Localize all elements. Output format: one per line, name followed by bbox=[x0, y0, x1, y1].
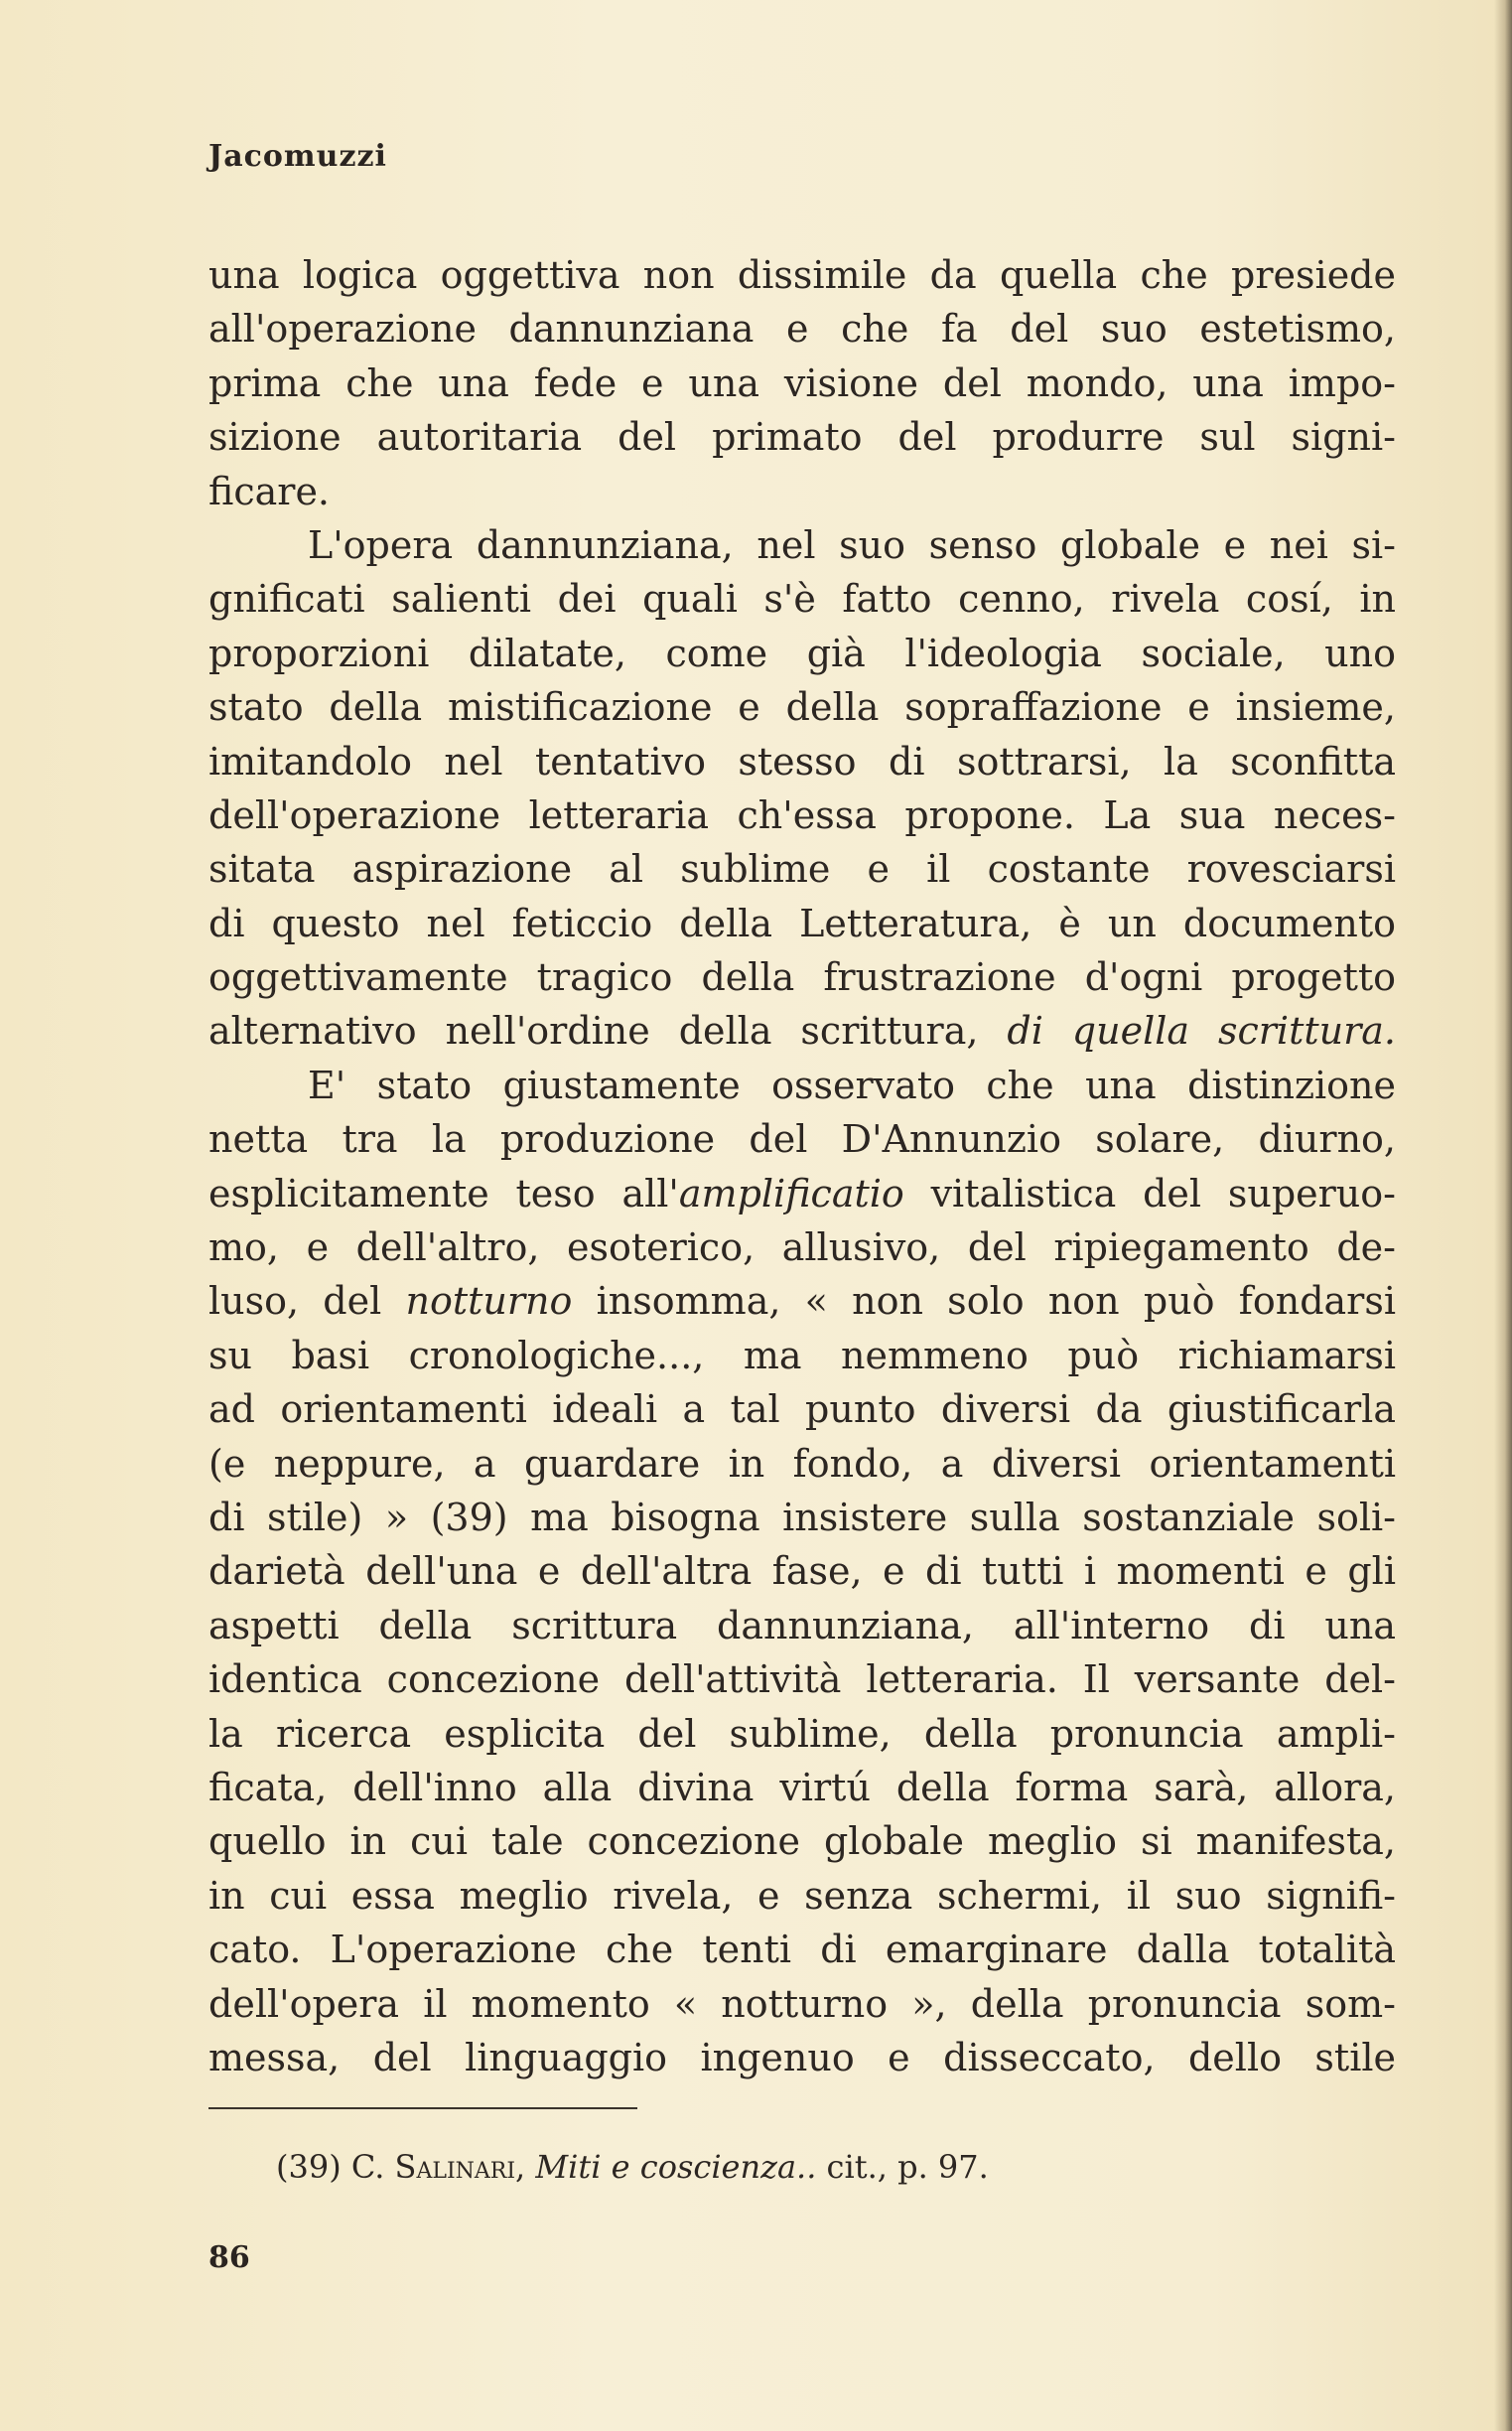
text-line: ficare. bbox=[208, 469, 331, 513]
text-line: su basi cronologiche..., ma nemmeno può richiamarsi bbox=[208, 1333, 1396, 1377]
footnote-author-surname: Salinari, bbox=[394, 2148, 526, 2186]
text-line: gnificati salienti dei quali s'è fatto cenno, rivela cosí, in bbox=[208, 577, 1396, 622]
text-line: netta tra la produzione del D'Annunzio solare, diurno, bbox=[208, 1117, 1396, 1162]
text-line: sitata aspirazione al sublime e il costante rovesciarsi bbox=[208, 847, 1396, 892]
text-line bbox=[208, 1004, 1396, 1058]
italic-phrase: amplificatio bbox=[678, 1171, 904, 1216]
running-head: Jacomuzzi bbox=[208, 139, 387, 174]
text-line: darietà dell'una e dell'altra fase, e di tutti i momenti e gli bbox=[208, 1549, 1396, 1594]
text-line: cato. L'operazione che tenti di emarginare dalla totalità bbox=[208, 1928, 1396, 1972]
footnote-title: Miti e coscienza.. bbox=[535, 2148, 817, 2186]
text-line: dell'opera il momento « notturno », della pronuncia som- bbox=[208, 1981, 1396, 2026]
text-line: sizione autoritaria del primato del produrre sul signi- bbox=[208, 415, 1396, 460]
footnote-citation: cit., p. 97. bbox=[826, 2148, 989, 2186]
text-line: la ricerca esplicita del sublime, della pronuncia ampli- bbox=[208, 1711, 1396, 1756]
text-line: oggettivamente tragico della frustrazione d'ogni progetto bbox=[208, 955, 1396, 1000]
footnote-author-initial: C. bbox=[350, 2148, 385, 2186]
text-line: E' stato giustamente osservato che una distinzione bbox=[308, 1063, 1396, 1107]
text-segment: esplicitamente teso all' bbox=[208, 1171, 679, 1216]
text-line: ficata, dell'inno alla divina virtú della forma sarà, allora, bbox=[208, 1765, 1396, 1809]
text-line: L'opera dannunziana, nel suo senso globale e nei si- bbox=[308, 522, 1396, 567]
text-line: una logica oggettiva non dissimile da quella che presiede bbox=[208, 253, 1396, 297]
italic-phrase: notturno bbox=[405, 1279, 573, 1324]
text-line: aspetti della scrittura dannunziana, all'interno di una bbox=[208, 1603, 1396, 1647]
footnote-number: (39) bbox=[276, 2148, 342, 2186]
text-line: imitandolo nel tentativo stesso di sottrarsi, la sconfitta bbox=[208, 739, 1396, 784]
text-segment: vitalistica del superuo- bbox=[903, 1171, 1396, 1216]
text-line: mo, e dell'altro, esoterico, allusivo, del ripiegamento de- bbox=[208, 1225, 1396, 1270]
text-line: prima che una fede e una visione del mondo, una impo- bbox=[208, 360, 1396, 405]
text-line: (e neppure, a guardare in fondo, a diversi orientamenti bbox=[208, 1441, 1396, 1486]
body-text bbox=[208, 248, 1396, 2084]
footnote-rule bbox=[208, 2107, 637, 2109]
text-segment: alternativo nell'ordine della scrittura, bbox=[208, 1009, 979, 1054]
text-line: in cui essa meglio rivela, e senza schermi, il suo signifi- bbox=[208, 1873, 1396, 1918]
text-line: messa, del linguaggio ingenuo e disseccato, dello stile bbox=[208, 2035, 1396, 2079]
text-line bbox=[208, 1167, 1396, 1220]
text-segment: luso, del bbox=[208, 1279, 382, 1324]
text-line: di questo nel feticcio della Letteratura, è un documento bbox=[208, 901, 1396, 945]
page-number: 86 bbox=[208, 2240, 250, 2275]
page-edge-shadow bbox=[1494, 0, 1512, 2431]
text-line: all'operazione dannunziana e che fa del suo estetismo, bbox=[208, 307, 1396, 352]
text-line: di stile) » (39) ma bisogna insistere sulla sostanziale soli- bbox=[208, 1495, 1396, 1539]
text-line bbox=[208, 1274, 1396, 1328]
text-line: identica concezione dell'attività letteraria. Il versante del- bbox=[208, 1657, 1396, 1702]
text-line: proporzioni dilatate, come già l'ideologia sociale, uno bbox=[208, 631, 1396, 675]
text-line: stato della mistificazione e della sopraffazione e insieme, bbox=[208, 685, 1396, 730]
text-segment: insomma, « non solo non può fondarsi bbox=[572, 1279, 1396, 1324]
text-line: quello in cui tale concezione globale meglio si manifesta, bbox=[208, 1819, 1396, 1864]
italic-phrase: di quella scrittura. bbox=[1007, 1009, 1396, 1054]
text-line: ad orientamenti ideali a tal punto diversi da giustificarla bbox=[208, 1387, 1396, 1432]
footnote bbox=[276, 2145, 989, 2189]
text-line: dell'operazione letteraria ch'essa propone. La sua neces- bbox=[208, 792, 1396, 837]
